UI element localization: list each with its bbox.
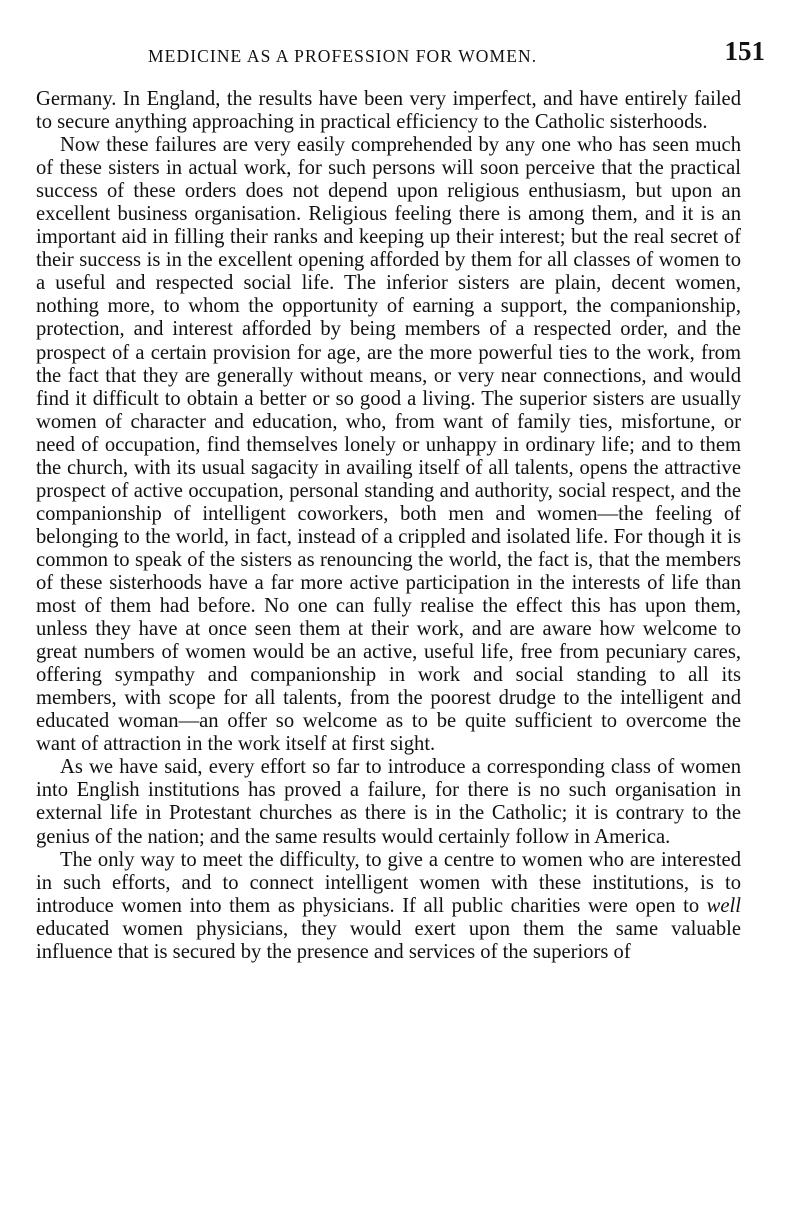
paragraph-continued: Germany. In England, the results have been very imperfect, and have entirely failed to secure anything approaching in practical efficiency to the Catholic sisterhoods.: [36, 88, 741, 134]
paragraph-text-before-emphasis: The only way to meet the difficulty, to give a centre to women who are interested in such efforts, and to connect intelligent women with these institutions, is to introduce women into them as physicians. If all public charities were open to: [36, 848, 741, 917]
page-number: 151: [724, 36, 765, 66]
body-text: [36, 88, 741, 964]
paragraph-women-physicians: [36, 849, 741, 964]
paragraph-text-after-emphasis: educated women physicians, they would exert upon them the same valuable influence that is secured by the presence and services of the superiors of: [36, 917, 741, 963]
running-title: MEDICINE AS A PROFESSION FOR WOMEN.: [148, 46, 538, 66]
emphasized-word: well: [706, 894, 741, 917]
paragraph-sisterhood-success: Now these failures are very easily comprehended by any one who has seen much of these sisters in actual work, for such persons will soon perceive that the practical success of these orders does not depend upon religious enthusiasm, but upon an excellent business organisation. Religious feeling there is among them, and it is an important aid in filling their ranks and keeping up their interest; but the real secret of their success is in the excellent opening afforded by them for all classes of women to a useful and respected social life. The inferior sisters are plain, decent women, nothing more, to whom the opportunity of earning a support, the companionship, protection, and interest afforded by being members of a respected order, and the prospect of a certain provision for age, are the more powerful ties to the work, from the fact that they are generally without means, or very near connections, and would find it difficult to obtain a better or so good a living. The superior sisters are usually women of character and education, who, from want of family ties, misfortune, or need of occupation, find themselves lonely or unhappy in ordinary life; and to them the church, with its usual sagacity in availing itself of all talents, opens the attractive prospect of active occupation, personal standing and authority, social respect, and the companionship of intelligent coworkers, both men and women—the feeling of belonging to the world, in fact, instead of a crippled and isolated life. For though it is common to speak of the sisters as renouncing the world, the fact is, that the members of these sisterhoods have a far more active participation in the interests of life than most of them had before. No one can fully realise the effect this has upon them, unless they have at once seen them at their work, and are aware how welcome to great numbers of women would be an active, useful life, free from pecuniary cares, offering sympathy and companionship in work and social standing to all its members, with scope for all talents, from the poorest drudge to the intelligent and educated woman—an offer so welcome as to be quite sufficient to overcome the want of attraction in the work itself at first sight.: [36, 134, 741, 756]
paragraph-english-failure: As we have said, every effort so far to introduce a corresponding class of women into English institutions has proved a failure, for there is no such organisation in external life in Protestant churches as there is in the Catholic; it is contrary to the genius of the nation; and the same results would certainly follow in America.: [36, 756, 741, 848]
running-head: [40, 32, 765, 64]
